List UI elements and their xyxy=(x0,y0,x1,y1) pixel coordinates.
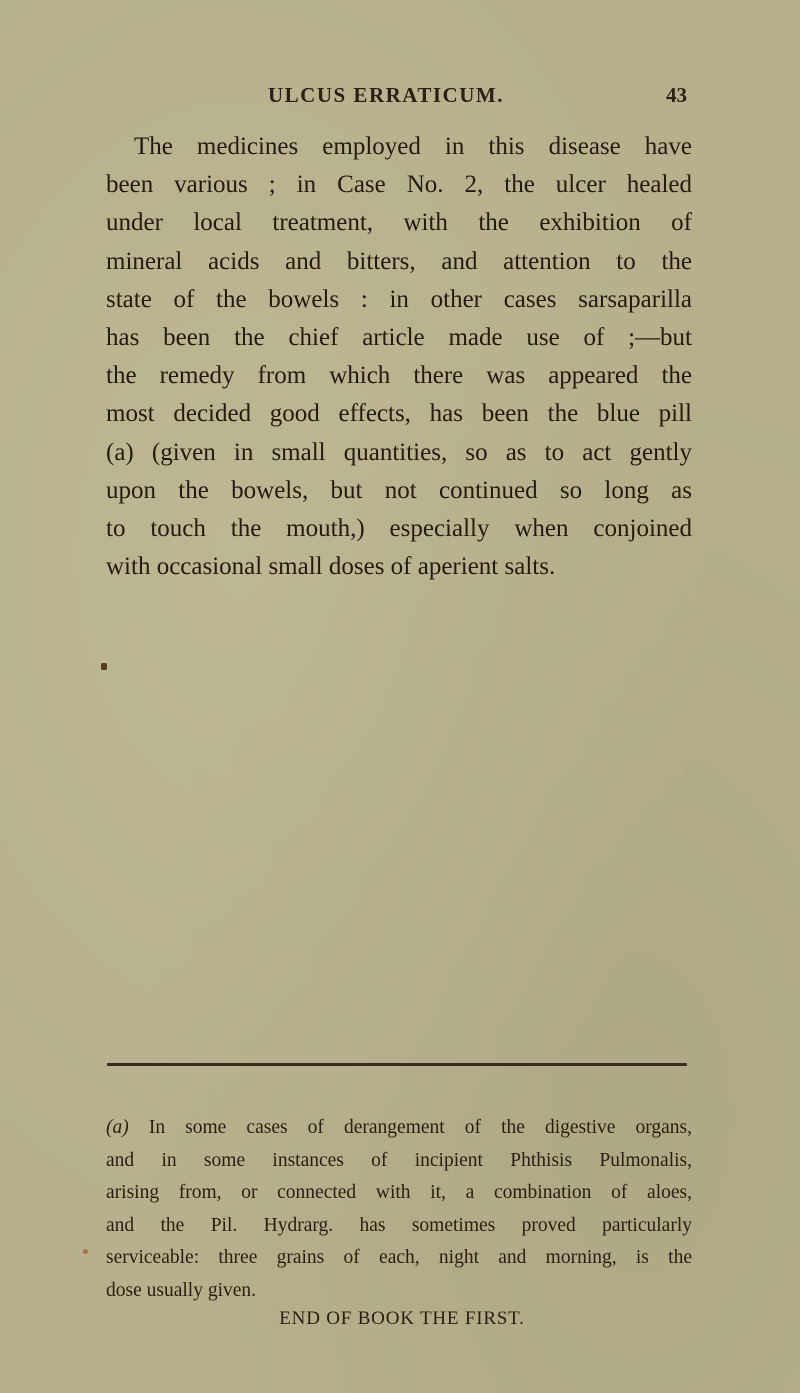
footnote-line xyxy=(106,1112,692,1145)
body-line: been various ; in Case No. 2, the ulcer healed xyxy=(106,171,692,199)
ink-speck xyxy=(101,663,107,670)
colophon xyxy=(0,1308,800,1330)
footnote-line: and the Pil. Hydrarg. has sometimes proved particularly xyxy=(106,1214,692,1236)
body-line: the remedy from which there was appeared the xyxy=(106,362,692,390)
body-line: has been the chief article made use of ;—but xyxy=(106,323,692,351)
colophon-text: END OF BOOK THE FIRST. xyxy=(279,1308,525,1329)
footnote-line: dose usually given. xyxy=(106,1279,257,1301)
footnote-line: and in some instances of incipient Phthisis Pulmonalis, xyxy=(106,1149,692,1171)
margin-mark xyxy=(83,1249,88,1254)
footnote-marker: (a) xyxy=(106,1117,129,1138)
body-line: to touch the mouth,) especially when conjoined xyxy=(106,514,692,542)
running-title: ULCUS ERRATICUM. xyxy=(268,83,504,107)
footnote-line: arising from, or connected with it, a combination of aloes, xyxy=(106,1182,692,1203)
footnote-separator-rule xyxy=(107,1063,687,1066)
body-line: upon the bowels, but not continued so long as xyxy=(106,476,692,504)
body-line: state of the bowels : in other cases sarsaparilla xyxy=(106,285,692,313)
body-line: with occasional small doses of aperient salts. xyxy=(106,553,556,581)
body-line: under local treatment, with the exhibition of xyxy=(106,209,692,237)
page-number: 43 xyxy=(666,83,687,107)
body-line: The medicines employed in this disease have xyxy=(134,133,692,160)
footnote-line: serviceable: three grains of each, night and morning, is the xyxy=(106,1247,692,1268)
body-line: mineral acids and bitters, and attention to the xyxy=(106,247,692,275)
running-head xyxy=(0,83,800,113)
body-line: most decided good effects, has been the blue pill xyxy=(106,400,692,428)
footnote-line-text: In some cases of derangement of the digestive organs, xyxy=(148,1117,693,1138)
body-paragraph xyxy=(106,128,692,586)
body-line: (a) (given in small quantities, so as to act gently xyxy=(106,438,692,466)
footnote xyxy=(106,1112,692,1307)
